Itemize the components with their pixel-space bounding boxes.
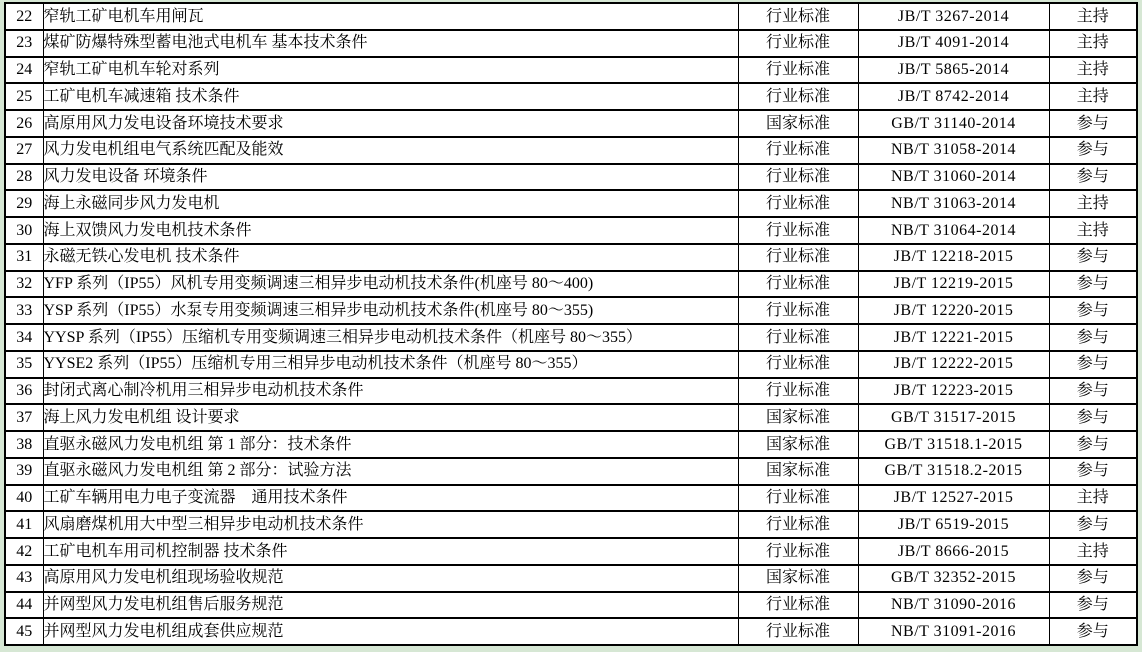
standard-code: NB/T 31091-2016	[858, 618, 1049, 645]
row-number: 31	[5, 244, 43, 271]
standard-category: 国家标准	[738, 110, 858, 137]
participation-role: 参与	[1049, 324, 1137, 351]
standard-code: JB/T 8666-2015	[858, 538, 1049, 565]
participation-role: 主持	[1049, 3, 1137, 30]
standard-category: 行业标准	[738, 511, 858, 538]
participation-role: 参与	[1049, 110, 1137, 137]
participation-role: 参与	[1049, 137, 1137, 164]
standard-name: 并网型风力发电机组成套供应规范	[43, 618, 738, 645]
row-number: 27	[5, 137, 43, 164]
table-row	[5, 57, 1137, 84]
row-number: 45	[5, 618, 43, 645]
table-row	[5, 83, 1137, 110]
standard-category: 国家标准	[738, 404, 858, 431]
table-row	[5, 190, 1137, 217]
standard-category: 行业标准	[738, 190, 858, 217]
participation-role: 主持	[1049, 57, 1137, 84]
table-row	[5, 324, 1137, 351]
row-number: 29	[5, 190, 43, 217]
participation-role: 参与	[1049, 164, 1137, 191]
standard-code: JB/T 12222-2015	[858, 351, 1049, 378]
standard-name: 海上永磁同步风力发电机	[43, 190, 738, 217]
standard-code: JB/T 12219-2015	[858, 271, 1049, 298]
standard-code: GB/T 32352-2015	[858, 565, 1049, 592]
standard-category: 行业标准	[738, 378, 858, 405]
row-number: 40	[5, 485, 43, 512]
participation-role: 主持	[1049, 485, 1137, 512]
standard-name: 窄轨工矿电机车用闸瓦	[43, 3, 738, 30]
document-page	[4, 2, 1136, 646]
participation-role: 主持	[1049, 538, 1137, 565]
row-number: 39	[5, 458, 43, 485]
standard-name: YFP 系列（IP55）风机专用变频调速三相异步电动机技术条件(机座号 80～400)	[43, 271, 738, 298]
standard-name: 直驱永磁风力发电机组 第 2 部分：试验方法	[43, 458, 738, 485]
participation-role: 主持	[1049, 190, 1137, 217]
standard-category: 行业标准	[738, 324, 858, 351]
standard-category: 行业标准	[738, 485, 858, 512]
standard-category: 行业标准	[738, 592, 858, 619]
row-number: 38	[5, 431, 43, 458]
row-number: 35	[5, 351, 43, 378]
standard-category: 行业标准	[738, 137, 858, 164]
standard-category: 国家标准	[738, 565, 858, 592]
standard-code: GB/T 31517-2015	[858, 404, 1049, 431]
row-number: 33	[5, 297, 43, 324]
participation-role: 参与	[1049, 404, 1137, 431]
row-number: 24	[5, 57, 43, 84]
table-row	[5, 618, 1137, 645]
row-number: 32	[5, 271, 43, 298]
standard-category: 行业标准	[738, 83, 858, 110]
standard-code: JB/T 5865-2014	[858, 57, 1049, 84]
table-row	[5, 458, 1137, 485]
row-number: 30	[5, 217, 43, 244]
standard-name: YYSP 系列（IP55）压缩机专用变频调速三相异步电动机技术条件（机座号 80～355）	[43, 324, 738, 351]
row-number: 36	[5, 378, 43, 405]
standard-name: 风力发电机组电气系统匹配及能效	[43, 137, 738, 164]
table-row	[5, 351, 1137, 378]
standard-category: 行业标准	[738, 538, 858, 565]
table-row	[5, 485, 1137, 512]
standard-name: 工矿电机车减速箱 技术条件	[43, 83, 738, 110]
standard-category: 行业标准	[738, 164, 858, 191]
standards-table	[4, 2, 1138, 646]
table-row	[5, 244, 1137, 271]
participation-role: 主持	[1049, 30, 1137, 57]
participation-role: 主持	[1049, 217, 1137, 244]
standard-category: 国家标准	[738, 431, 858, 458]
row-number: 41	[5, 511, 43, 538]
standards-table-body	[5, 3, 1137, 645]
standard-code: JB/T 12221-2015	[858, 324, 1049, 351]
participation-role: 参与	[1049, 378, 1137, 405]
row-number: 42	[5, 538, 43, 565]
standard-code: JB/T 12218-2015	[858, 244, 1049, 271]
standard-category: 行业标准	[738, 30, 858, 57]
standard-name: 风扇磨煤机用大中型三相异步电动机技术条件	[43, 511, 738, 538]
row-number: 25	[5, 83, 43, 110]
standard-code: JB/T 6519-2015	[858, 511, 1049, 538]
standard-category: 行业标准	[738, 57, 858, 84]
table-row	[5, 404, 1137, 431]
participation-role: 参与	[1049, 351, 1137, 378]
standard-name: 工矿电机车用司机控制器 技术条件	[43, 538, 738, 565]
participation-role: 参与	[1049, 244, 1137, 271]
row-number: 26	[5, 110, 43, 137]
standard-code: NB/T 31090-2016	[858, 592, 1049, 619]
standard-name: 风力发电设备 环境条件	[43, 164, 738, 191]
table-row	[5, 3, 1137, 30]
table-row	[5, 538, 1137, 565]
standard-name: 高原用风力发电设备环境技术要求	[43, 110, 738, 137]
standard-category: 行业标准	[738, 217, 858, 244]
row-number: 23	[5, 30, 43, 57]
participation-role: 参与	[1049, 565, 1137, 592]
standard-category: 行业标准	[738, 618, 858, 645]
standard-code: NB/T 31064-2014	[858, 217, 1049, 244]
standard-code: NB/T 31058-2014	[858, 137, 1049, 164]
table-row	[5, 297, 1137, 324]
standard-name: 窄轨工矿电机车轮对系列	[43, 57, 738, 84]
standard-name: 直驱永磁风力发电机组 第 1 部分：技术条件	[43, 431, 738, 458]
table-row	[5, 217, 1137, 244]
row-number: 34	[5, 324, 43, 351]
row-number: 43	[5, 565, 43, 592]
table-row	[5, 110, 1137, 137]
standard-name: 并网型风力发电机组售后服务规范	[43, 592, 738, 619]
standard-category: 行业标准	[738, 351, 858, 378]
standard-code: JB/T 12527-2015	[858, 485, 1049, 512]
participation-role: 参与	[1049, 271, 1137, 298]
standard-code: NB/T 31063-2014	[858, 190, 1049, 217]
table-row	[5, 378, 1137, 405]
row-number: 44	[5, 592, 43, 619]
standard-code: JB/T 8742-2014	[858, 83, 1049, 110]
standard-code: NB/T 31060-2014	[858, 164, 1049, 191]
standard-name: YSP 系列（IP55）水泵专用变频调速三相异步电动机技术条件(机座号 80～355)	[43, 297, 738, 324]
standard-category: 行业标准	[738, 244, 858, 271]
standard-category: 国家标准	[738, 458, 858, 485]
standard-category: 行业标准	[738, 271, 858, 298]
table-row	[5, 137, 1137, 164]
row-number: 37	[5, 404, 43, 431]
standard-code: GB/T 31140-2014	[858, 110, 1049, 137]
table-row	[5, 431, 1137, 458]
standard-name: 高原用风力发电机组现场验收规范	[43, 565, 738, 592]
standard-code: JB/T 12223-2015	[858, 378, 1049, 405]
table-row	[5, 592, 1137, 619]
participation-role: 参与	[1049, 592, 1137, 619]
standard-category: 行业标准	[738, 297, 858, 324]
row-number: 22	[5, 3, 43, 30]
participation-role: 参与	[1049, 618, 1137, 645]
standard-code: GB/T 31518.1-2015	[858, 431, 1049, 458]
standard-name: 海上风力发电机组 设计要求	[43, 404, 738, 431]
participation-role: 参与	[1049, 297, 1137, 324]
participation-role: 主持	[1049, 83, 1137, 110]
standard-category: 行业标准	[738, 3, 858, 30]
standard-name: 海上双馈风力发电机技术条件	[43, 217, 738, 244]
table-row	[5, 164, 1137, 191]
table-row	[5, 511, 1137, 538]
standard-name: 工矿车辆用电力电子变流器 通用技术条件	[43, 485, 738, 512]
participation-role: 参与	[1049, 431, 1137, 458]
row-number: 28	[5, 164, 43, 191]
table-row	[5, 565, 1137, 592]
participation-role: 参与	[1049, 458, 1137, 485]
standard-code: JB/T 3267-2014	[858, 3, 1049, 30]
standard-name: 永磁无铁心发电机 技术条件	[43, 244, 738, 271]
standard-code: GB/T 31518.2-2015	[858, 458, 1049, 485]
table-row	[5, 271, 1137, 298]
standard-name: 煤矿防爆特殊型蓄电池式电机车 基本技术条件	[43, 30, 738, 57]
standard-name: YYSE2 系列（IP55）压缩机专用三相异步电动机技术条件（机座号 80～355）	[43, 351, 738, 378]
table-row	[5, 30, 1137, 57]
participation-role: 参与	[1049, 511, 1137, 538]
standard-code: JB/T 4091-2014	[858, 30, 1049, 57]
standard-code: JB/T 12220-2015	[858, 297, 1049, 324]
standard-name: 封闭式离心制冷机用三相异步电动机技术条件	[43, 378, 738, 405]
